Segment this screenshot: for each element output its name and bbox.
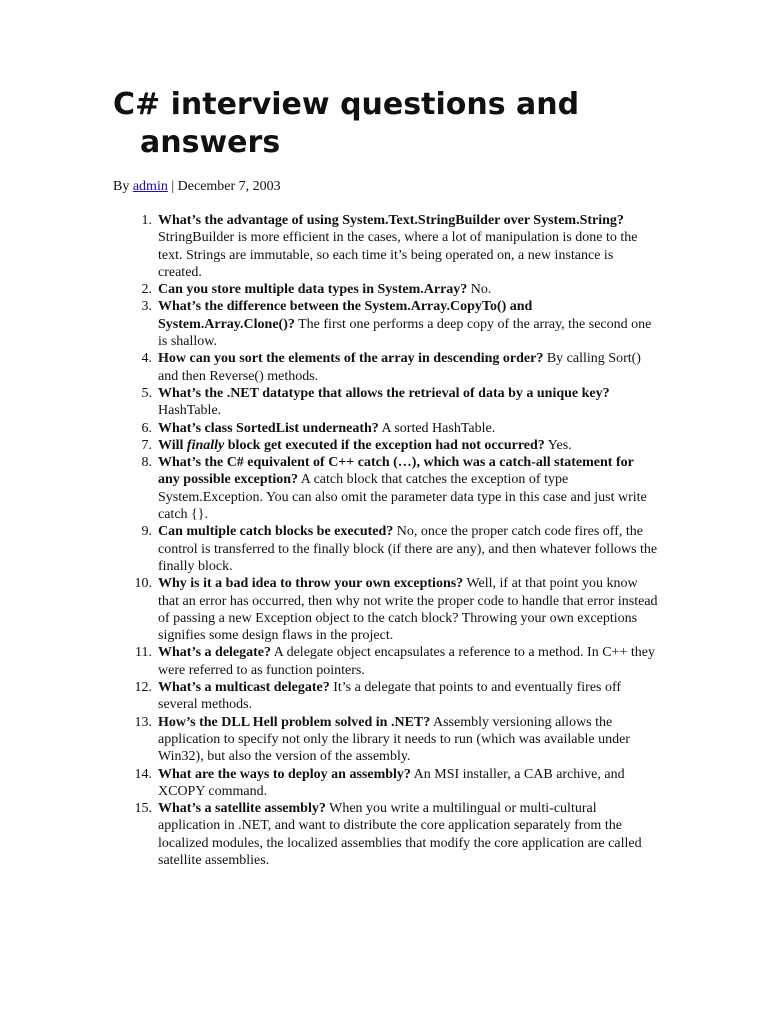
answer: The first one performs a deep copy of the array, the second one is shallow. (158, 316, 652, 350)
qa-item-4 (141, 350, 658, 385)
byline (113, 177, 281, 197)
item-number: 13. (134, 714, 152, 730)
byline-separator: | (167, 179, 178, 194)
qa-item-13 (134, 714, 658, 766)
answer: StringBuilder is more efficient in the cases, where a lot of manipulation is done to the text. Strings are immutable, so each time it’s being operated on, a new instance is created. (158, 230, 638, 280)
qa-item-12 (134, 679, 658, 714)
question (158, 438, 545, 453)
question: What’s the advantage of using System.Text.StringBuilder over System.String? (158, 213, 624, 228)
question: What are the ways to deploy an assembly? (158, 766, 411, 782)
item-number: 7. (141, 437, 152, 453)
item-number: 15. (134, 801, 152, 817)
question-emphasis: finally (186, 437, 225, 453)
question: What’s the C# equivalent of C++ catch (…), which was a catch-all statement for any possible exception? (158, 455, 634, 488)
question: How can you sort the elements of the array in descending order? (158, 351, 544, 367)
item-number: 8. (141, 455, 152, 471)
author-link[interactable]: admin (132, 179, 168, 194)
qa-item-7 (141, 437, 658, 454)
question-part: block get executed if the exception had not occurred? (224, 437, 545, 453)
item-number: 1. (141, 213, 152, 228)
qa-item-14 (134, 766, 658, 801)
qa-item-3 (141, 298, 658, 350)
question: Can you store multiple data types in System.Array? (158, 282, 468, 298)
answer: No. (467, 282, 492, 298)
answer: An MSI installer, a CAB archive, and XCOPY command. (158, 766, 625, 799)
qa-item-1 (141, 212, 658, 281)
question: What’s the .NET datatype that allows the retrieval of data by a unique key? (158, 385, 610, 401)
qa-item-6 (141, 420, 658, 437)
item-number: 6. (141, 420, 152, 436)
answer: No, once the proper catch code fires off, the control is transferred to the finally block (if there are any), and then whatever follows the finally block. (158, 524, 658, 574)
item-number: 10. (134, 576, 152, 592)
item-number: 4. (141, 351, 152, 367)
question: What’s class SortedList underneath? (158, 420, 379, 436)
qa-item-11 (135, 644, 658, 679)
question: What’s a satellite assembly? (158, 801, 326, 817)
qa-list (134, 212, 658, 869)
page-title: C# interview questions and answers (113, 87, 580, 160)
question-part: Will (158, 437, 187, 453)
answer: A delegate object encapsulates a reference to a method. In C++ they were referred to as function pointers. (158, 645, 655, 678)
qa-item-5 (141, 385, 658, 420)
answer: By calling Sort() and then Reverse() methods. (158, 351, 641, 384)
item-number: 3. (141, 299, 152, 315)
question: What’s the difference between the System.Array.CopyTo() and System.Array.Clone()? (158, 299, 533, 332)
item-number: 2. (141, 282, 152, 298)
answer: A catch block that catches the exception of type System.Exception. You can also omit the parameter data type in this case and just write catch {}. (158, 472, 647, 523)
answer: Assembly versioning allows the application to specify not only the library it needs to run (which was available under Win32), but also the version of the assembly. (158, 714, 630, 765)
item-number: 11. (135, 645, 152, 661)
item-number: 9. (141, 524, 152, 540)
item-number: 14. (134, 766, 152, 782)
item-number: 5. (141, 385, 152, 401)
answer: Yes. (544, 437, 572, 453)
qa-item-9 (141, 523, 658, 575)
question: What’s a delegate? (158, 645, 272, 661)
qa-item-15 (134, 800, 658, 869)
publish-date: December 7, 2003 (177, 179, 281, 194)
qa-item-8 (141, 454, 658, 523)
item-number: 12. (134, 680, 152, 696)
question: Why is it a bad idea to throw your own exceptions? (158, 576, 464, 592)
answer: It’s a delegate that points to and eventually fires off several methods. (158, 680, 622, 713)
question: What’s a multicast delegate? (158, 680, 330, 696)
byline-prefix: By (113, 179, 133, 194)
question: How’s the DLL Hell problem solved in .NET? (158, 714, 431, 730)
question: Can multiple catch blocks be executed? (158, 524, 394, 540)
qa-item-10 (134, 575, 658, 644)
answer: HashTable. (158, 403, 222, 419)
qa-item-2 (141, 281, 658, 298)
answer: A sorted HashTable. (378, 420, 496, 436)
answer: When you write a multilingual or multi-cultural application in .NET, and want to distribute the core application separately from the localized modules, the localized assemblies that modify the core application are called satellite assemblies. (158, 801, 642, 868)
answer: Well, if at that point you know that an error has occurred, then why not write the proper code to handle that error instead of passing a new Exception object to the catch block? Throwing your own exceptions signifies some design flaws in the project. (158, 576, 658, 644)
